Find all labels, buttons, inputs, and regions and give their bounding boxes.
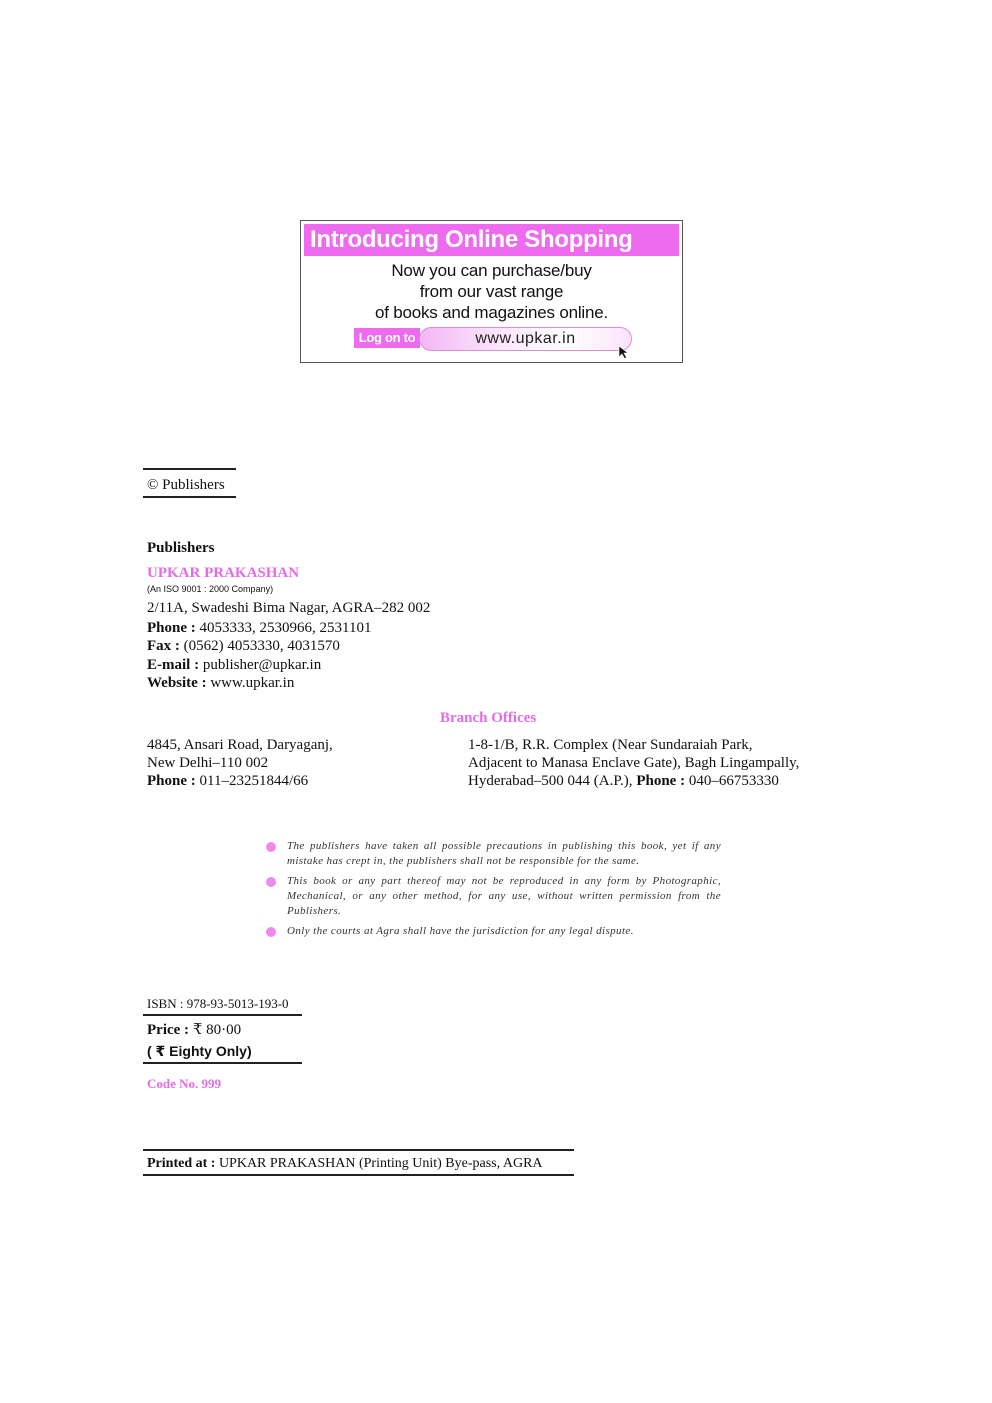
email-label: E-mail : (147, 657, 200, 673)
publisher-address: 2/11A, Swadeshi Bima Nagar, AGRA–282 002 (147, 600, 431, 616)
delhi-phone (147, 772, 308, 790)
notice-item: The publishers have taken all possible precautions in publishing this book, yet if any mistake has crept in, the publishers shall not be responsible for the same. (287, 840, 721, 867)
publisher-fax (147, 637, 340, 655)
hyderabad-address-line: Adjacent to Manasa Enclave Gate), Bagh Lingampally, (468, 755, 800, 771)
publisher-website (147, 674, 294, 692)
fax-label: Fax : (147, 638, 180, 654)
online-shopping-ad (300, 220, 683, 363)
ad-body (301, 260, 682, 323)
publisher-name: UPKAR PRAKASHAN (147, 565, 300, 581)
printed-value: UPKAR PRAKASHAN (Printing Unit) Bye-pass, AGRA (218, 1156, 543, 1171)
phone-value: 040–66753330 (688, 773, 779, 789)
phone-value: 011–23251844/66 (199, 773, 309, 789)
delhi-address-line: 4845, Ansari Road, Daryaganj, (147, 737, 333, 753)
delhi-address-line: New Delhi–110 002 (147, 755, 269, 771)
divider (143, 496, 236, 498)
notice-item: This book or any part thereof may not be reproduced in any form by Photographic, Mechanical, or any other method, for any use, without written permission from the Publishers. (287, 875, 721, 917)
website-value: www.upkar.in (210, 675, 295, 691)
publisher-email (147, 656, 321, 674)
fax-value: (0562) 4053330, 4031570 (183, 638, 340, 654)
hyderabad-address-line: 1-8-1/B, R.R. Complex (Near Sundaraiah Park, (468, 737, 753, 753)
bullet-icon (266, 927, 276, 937)
phone-label: Phone : (147, 773, 196, 789)
hyderabad-address-line (468, 772, 779, 790)
bullet-icon (266, 877, 276, 887)
phone-label: Phone : (147, 620, 196, 636)
branch-offices-heading: Branch Offices (440, 710, 537, 726)
printed-at (147, 1155, 543, 1173)
price (147, 1021, 241, 1039)
publisher-phone (147, 619, 371, 637)
price-value: ₹ 80·00 (192, 1022, 242, 1038)
divider (143, 1062, 302, 1064)
ad-line: from our vast range (419, 282, 564, 301)
divider (143, 1149, 574, 1151)
iso-note: (An ISO 9001 : 2000 Company) (147, 584, 274, 594)
price-in-words: ( ₹ Eighty Only) (147, 1043, 252, 1059)
phone-label: Phone : (636, 773, 686, 789)
website-label: Website : (147, 675, 207, 691)
notice-item: Only the courts at Agra shall have the jurisdiction for any legal dispute. (287, 925, 634, 937)
divider (143, 1014, 302, 1016)
hyderabad-city: Hyderabad–500 044 (A.P.), (468, 773, 633, 789)
divider (143, 1174, 574, 1176)
ad-line: of books and magazines online. (374, 303, 609, 322)
ad-url-link[interactable]: www.upkar.in (419, 327, 632, 351)
phone-value: 4053333, 2530966, 2531101 (199, 620, 372, 636)
publishers-heading: Publishers (147, 540, 215, 556)
printed-label: Printed at : (147, 1156, 216, 1171)
price-label: Price : (147, 1022, 190, 1038)
ad-logon-label: Log on to (354, 328, 420, 348)
ad-line: Now you can purchase/buy (391, 261, 592, 280)
isbn: ISBN : 978-93-5013-193-0 (147, 996, 289, 1011)
divider (143, 468, 236, 470)
code-number: Code No. 999 (147, 1076, 222, 1091)
copyright-notice: © Publishers (147, 477, 225, 493)
ad-title: Introducing Online Shopping (304, 224, 679, 256)
email-value: publisher@upkar.in (202, 657, 322, 673)
bullet-icon (266, 842, 276, 852)
mouse-pointer-icon (618, 345, 630, 359)
